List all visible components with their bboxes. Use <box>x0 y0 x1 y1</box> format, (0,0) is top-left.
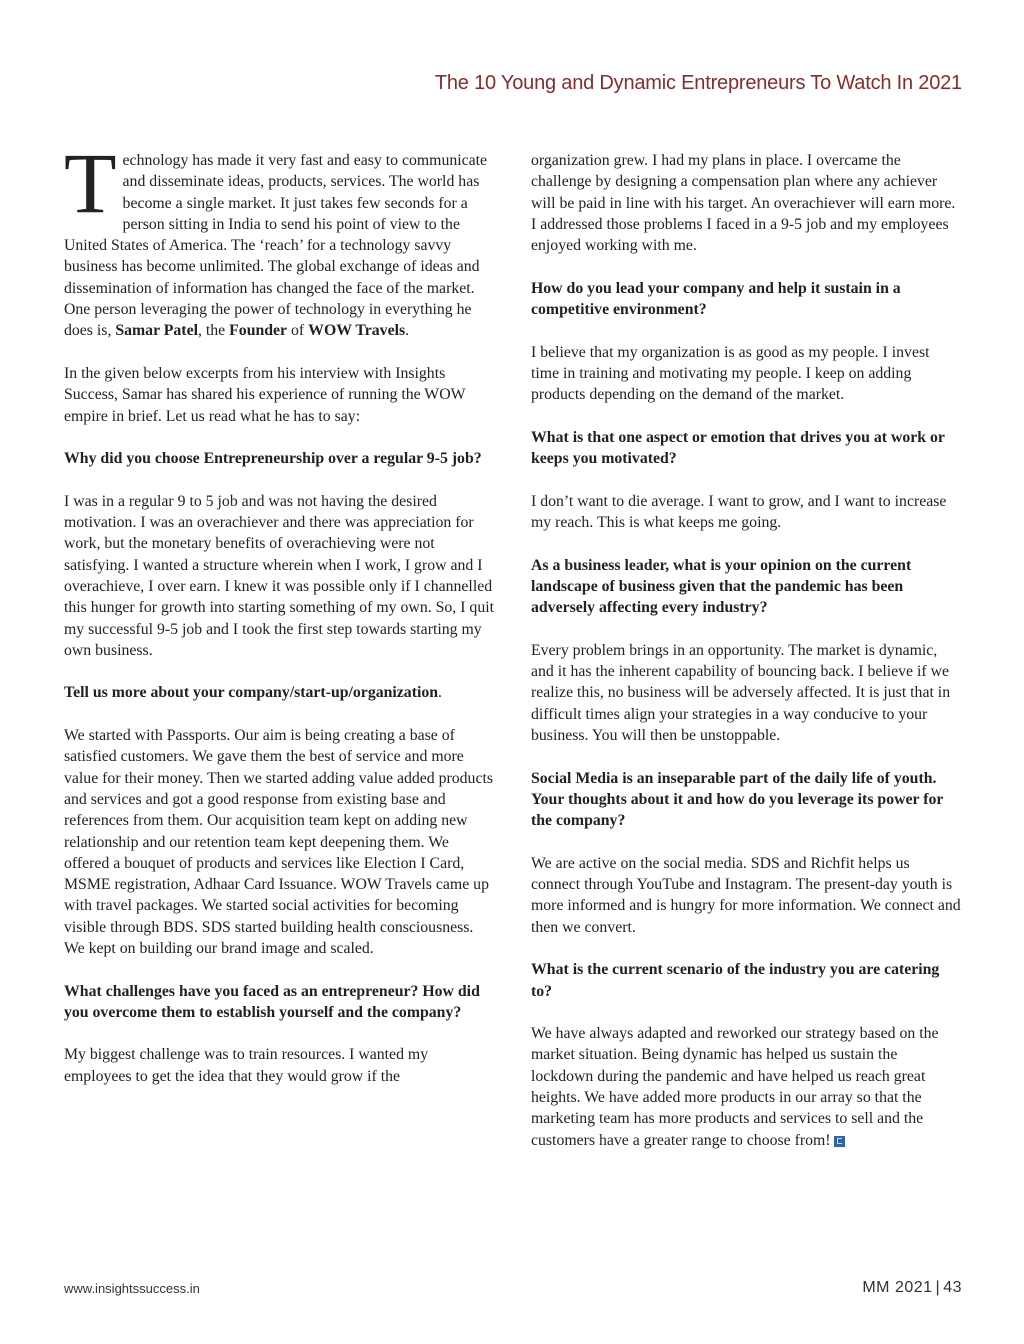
question-2-end: . <box>438 684 442 702</box>
answer-8-wrap <box>531 1023 961 1151</box>
question-3: What challenges have you faced as an entrepreneur? How did you overcome them to establish yourself and the company? <box>64 982 480 1021</box>
intro-company: WOW Travels <box>308 322 406 340</box>
answer-7: We are active on the social media. SDS and Richfit helps us connect through YouTube and Instagram. The present-day youth is more informed and is hungry for more information. We connect and then we convert. <box>531 854 961 936</box>
right-column <box>531 150 961 1172</box>
question-1: Why did you choose Entrepreneurship over a regular 9-5 job? <box>64 450 482 468</box>
article-end-mark-icon <box>834 1136 845 1147</box>
question-8: What is the current scenario of the industry you are catering to? <box>531 961 940 1000</box>
question-2-wrap <box>64 682 494 703</box>
question-7: Social Media is an inseparable part of the daily life of youth. Your thoughts about it and how do you leverage its power for the company? <box>531 769 944 830</box>
question-5: What is that one aspect or emotion that drives you at work or keeps you motivated? <box>531 428 945 468</box>
footer-website: www.insightssuccess.in <box>64 1281 200 1296</box>
answer-4: I believe that my organization is as good as my people. I invest time in training and motivating my people. I keep on adding products depending on the demand of the market. <box>531 343 930 404</box>
intro-end: . <box>405 322 410 340</box>
answer-8: We have always adapted and reworked our strategy based on the market situation. Being dynamic has helped us sustain the lockdown during the pandemic and have helped us reach great heights. We have added more products in our array so that the marketing team has more products and services to sell and the customers have a greater range to choose from! <box>531 1025 939 1149</box>
intro-connector-of: of <box>287 322 309 340</box>
page-number: 43 <box>943 1279 962 1296</box>
intro-person-name: Samar Patel <box>115 322 198 340</box>
drop-cap: T <box>64 135 117 231</box>
answer-3-start: My biggest challenge was to train resources. I wanted my employees to get the idea that they would grow if the <box>64 1046 429 1085</box>
page-header-title: The 10 Young and Dynamic Entrepreneurs To Watch In 2021 <box>434 72 962 94</box>
intro-paragraph-2: In the given below excerpts from his interview with Insights Success, Samar has shared his experience of running the WOW empire in brief. Let us read what he has to say: <box>64 364 466 425</box>
intro-paragraph <box>64 135 494 342</box>
footer-page-info <box>862 1279 962 1297</box>
intro-role: Founder <box>229 322 288 340</box>
footer-separator: | <box>935 1279 941 1296</box>
question-4: How do you lead your company and help it sustain in a competitive environment? <box>531 279 901 319</box>
intro-text: echnology has made it very fast and easy to communicate and disseminate ideas, products, services. The world has become a single market. It just takes few seconds for a person sitting in India to send his point of view to the United States of America. The ‘reach’ for a technology savvy business has become unlimited. The global exchange of ideas and dissemination of information has changed the face of the market. One person leveraging the power of technology in everything he does is, <box>64 152 488 340</box>
answer-5: I don’t want to die average. I want to grow, and I want to increase my reach. This is what keeps me going. <box>531 492 947 532</box>
intro-connector: , the <box>197 322 230 340</box>
question-6: As a business leader, what is your opinion on the current landscape of business given that the pandemic has been adversely affecting every industry? <box>531 556 912 617</box>
question-2: Tell us more about your company/start-up/organization <box>64 684 439 702</box>
answer-3-continued: organization grew. I had my plans in place. I overcame the challenge by designing a compensation plan where any achiever will be paid in line with his target. An overachiever will earn more. I addressed those problems I faced in a 9-5 job and my employees enjoyed working with me. <box>531 152 956 255</box>
answer-1: I was in a regular 9 to 5 job and was not having the desired motivation. I was an overachiever and there was appreciation for work, but the monetary benefits of overachieving were not satisfying. I wanted a structure wherein when I work, I grow and I overachieve, I over earn. I knew it was possible only if I channelled this hunger for growth into starting something of my own. So, I quit my successful 9-5 job and I took the first step towards starting my own business. <box>64 492 494 659</box>
answer-2: We started with Passports. Our aim is being creating a base of satisfied customers. We gave them the best of service and more value for their money. Then we started adding value added products and services and got a good response from existing base and references from them. Our acquisition team kept on adding new relationship and our retention team kept deepening them. We offered a bouquet of products and services like Election I Card, MSME registration, Adhaar Card Issuance. WOW Travels came up with travel packages. We started social activities for becoming visible through BDS. SDS started building health consciousness. We kept on building our brand image and scaled. <box>64 727 494 957</box>
left-column <box>64 135 494 1108</box>
footer-issue: MM 2021 <box>862 1279 933 1296</box>
answer-6: Every problem brings in an opportunity. The market is dynamic, and it has the inherent capability of bouncing back. I believe if we realize this, no business will be adversely affected. It is just that in difficult times align your strategies in a way conducive to your business. You will then be unstoppable. <box>531 641 951 745</box>
